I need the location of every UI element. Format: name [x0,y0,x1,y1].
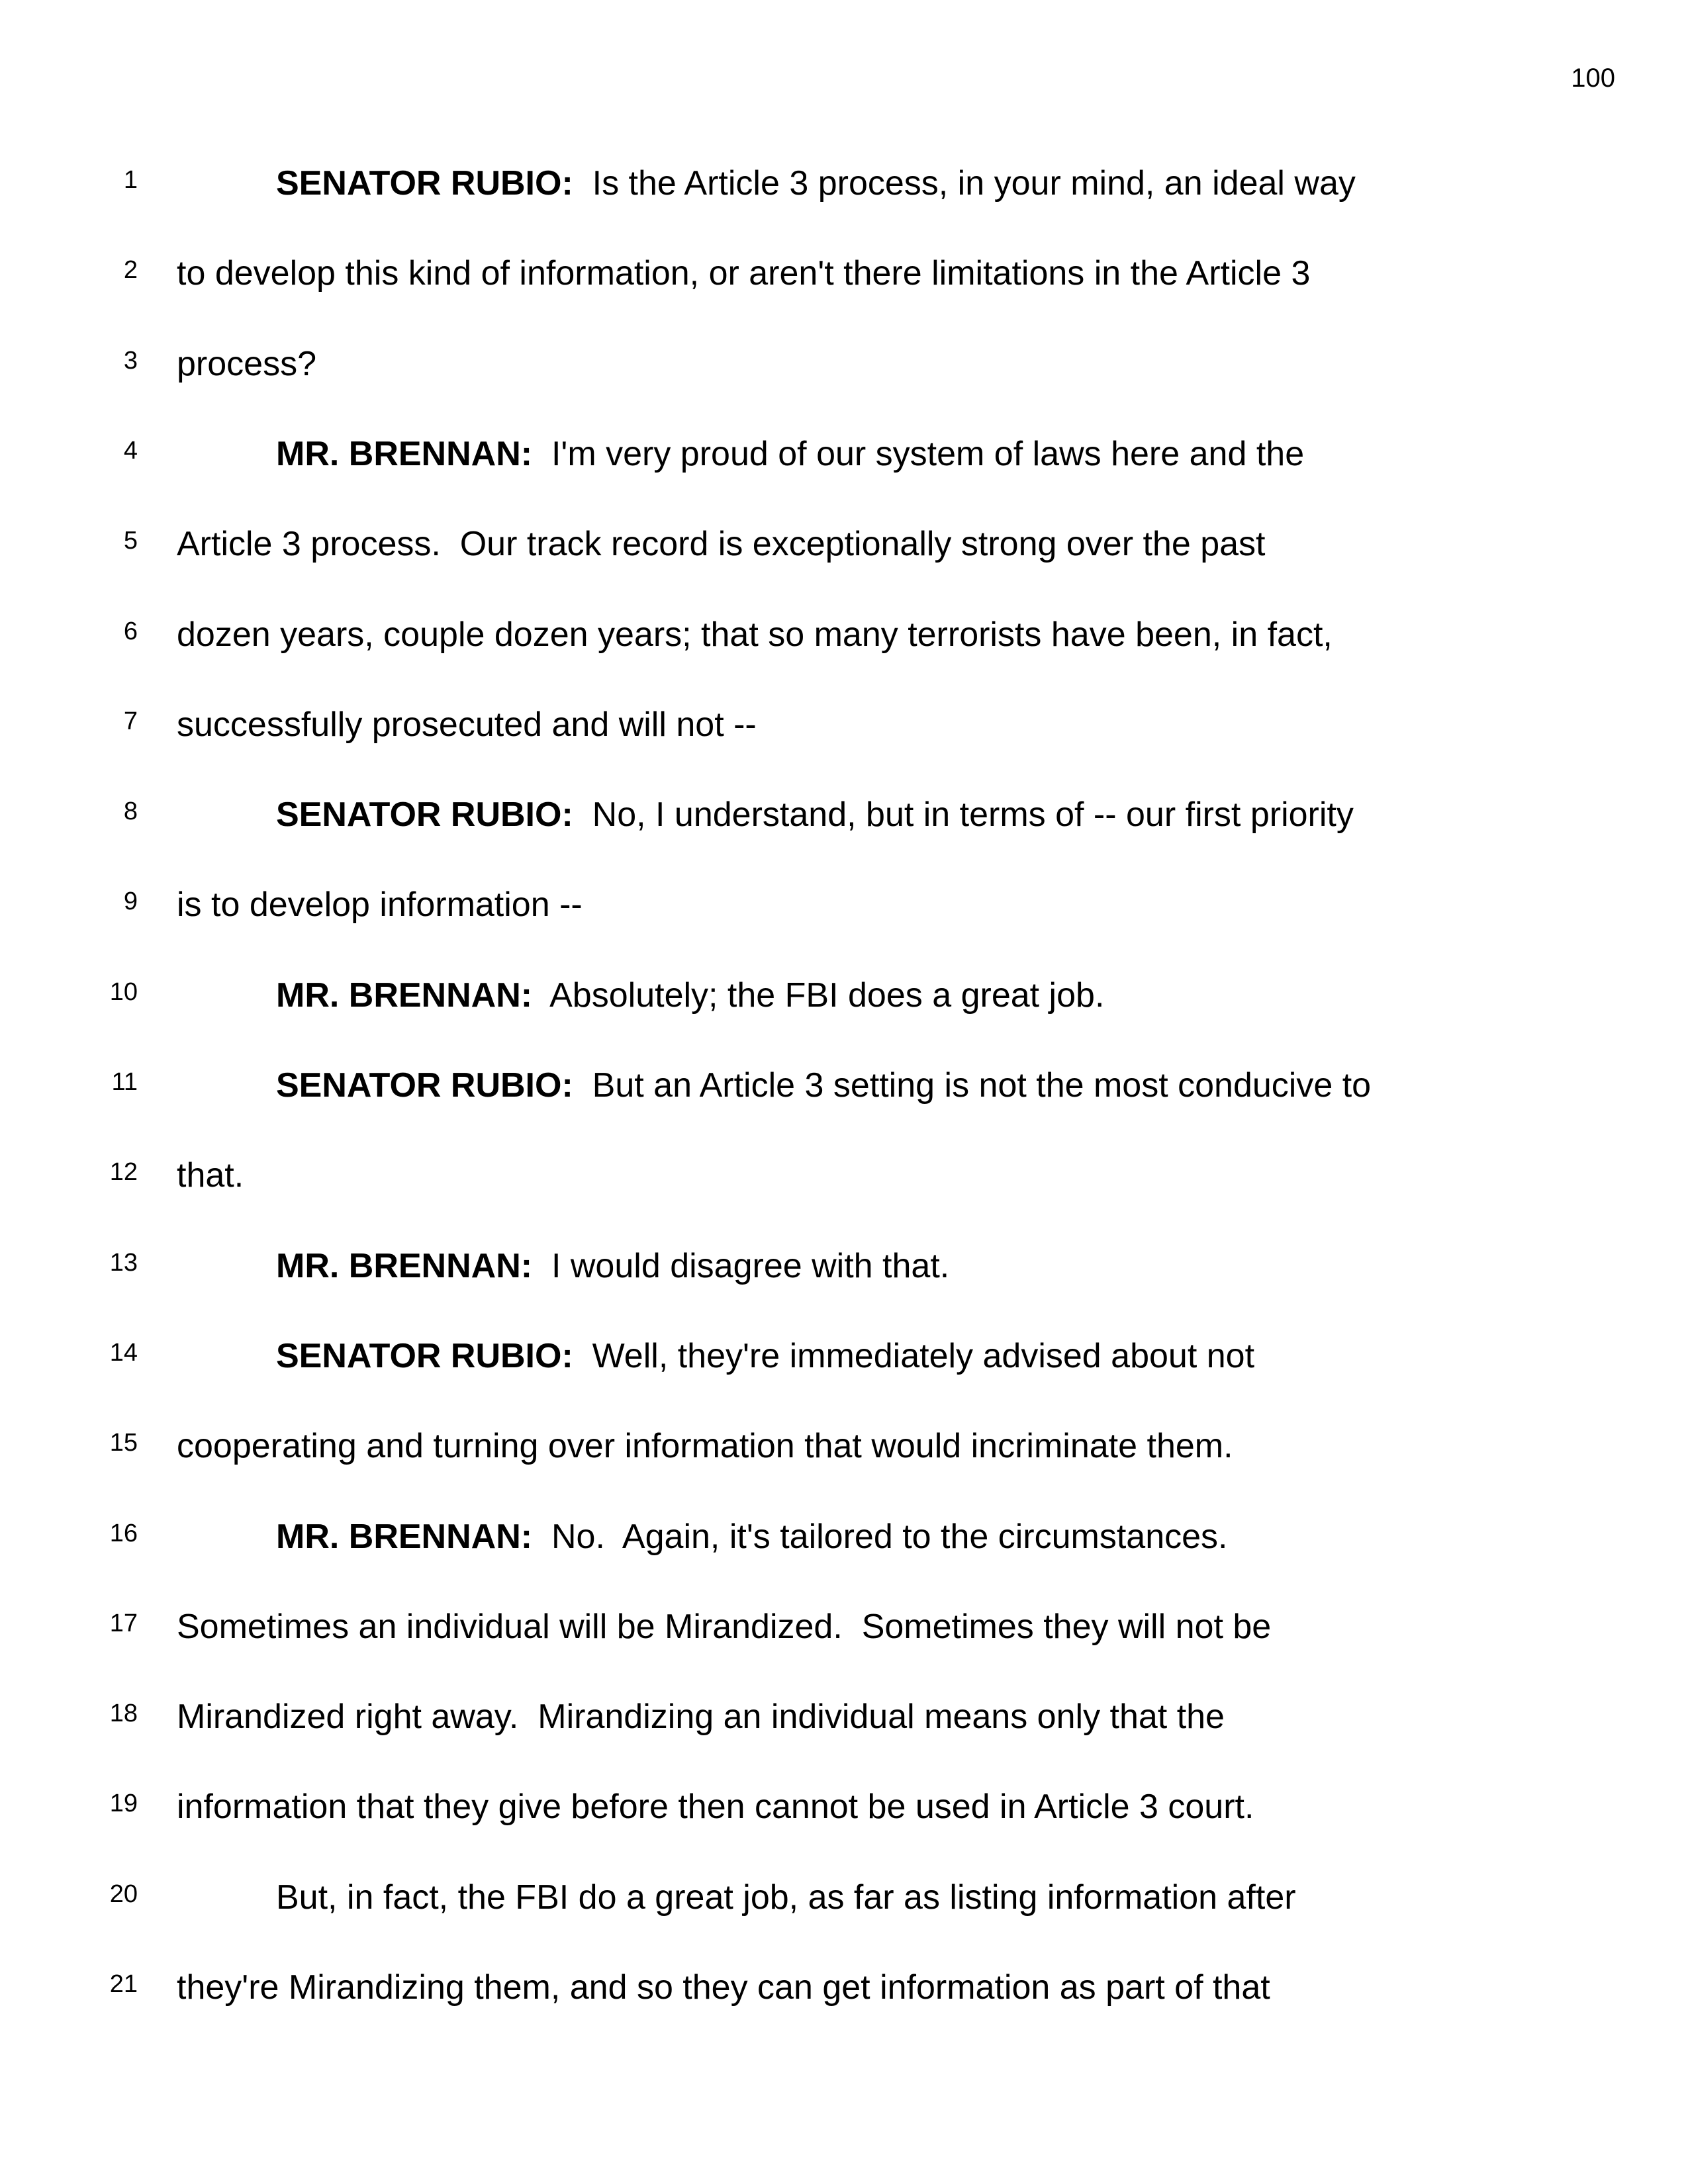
line-text [177,878,583,931]
line-number: 11 [111,1068,138,1096]
line-text [177,698,757,751]
line-text [177,247,1310,300]
spoken-text: is to develop information -- [177,886,583,925]
line-number: 5 [123,527,138,555]
line-number: 3 [123,346,138,375]
line-text [177,1420,1233,1473]
transcript-line [0,157,1688,210]
transcript-line [0,1780,1688,1833]
line-text [276,969,1104,1022]
line-number: 1 [123,166,138,194]
page-number: 100 [1571,64,1615,93]
transcript-line [0,788,1688,841]
line-text [276,788,1354,841]
spoken-text: I would disagree with that. [532,1246,950,1285]
speaker-name: MR. BRENNAN: [276,1517,533,1556]
line-text [276,157,1356,210]
line-text [276,1240,949,1293]
line-number: 18 [109,1700,138,1728]
line-text [177,1690,1225,1743]
line-number: 2 [123,256,138,285]
line-text [177,518,1265,570]
transcript-line [0,1330,1688,1383]
transcript-line [0,247,1688,300]
line-text [177,338,316,390]
speaker-name: SENATOR RUBIO: [276,1066,573,1105]
speaker-name: MR. BRENNAN: [276,434,533,473]
spoken-text: dozen years, couple dozen years; that so many terrorists have been, in fact, [177,615,1333,654]
spoken-text: But an Article 3 setting is not the most conducive to [573,1066,1372,1105]
transcript-line [0,518,1688,570]
spoken-text: Article 3 process. Our track record is exceptionally strong over the past [177,525,1266,564]
speaker-name: SENATOR RUBIO: [276,164,573,203]
speaker-name: SENATOR RUBIO: [276,1336,573,1375]
speaker-name: SENATOR RUBIO: [276,796,573,835]
line-number: 21 [109,1970,138,1998]
transcript-line [0,1510,1688,1563]
line-text [177,1600,1271,1653]
line-number: 4 [123,436,138,465]
spoken-text: Mirandized right away. Mirandizing an individual means only that the [177,1698,1225,1737]
spoken-text: Sometimes an individual will be Mirandized. Sometimes they will not be [177,1607,1272,1646]
line-text [276,1330,1254,1383]
line-number: 19 [109,1790,138,1818]
line-text [276,428,1304,480]
line-number: 13 [109,1248,138,1277]
spoken-text: they're Mirandizing them, and so they can get information as part of that [177,1968,1270,2007]
line-text [276,1871,1296,1924]
spoken-text: cooperating and turning over information that would incriminate them. [177,1427,1233,1466]
line-text [276,1059,1371,1112]
spoken-text: No, I understand, but in terms of -- our first priority [573,796,1354,835]
spoken-text: successfully prosecuted and will not -- [177,705,757,744]
spoken-text: Absolutely; the FBI does a great job. [532,976,1105,1015]
transcript-line [0,1871,1688,1924]
line-number: 16 [109,1519,138,1547]
transcript-line [0,1961,1688,2014]
spoken-text: process? [177,344,316,383]
spoken-text: But, in fact, the FBI do a great job, as far as listing information after [276,1878,1296,1917]
line-number: 8 [123,797,138,826]
spoken-text: Well, they're immediately advised about not [573,1336,1255,1375]
spoken-text: that. [177,1156,244,1195]
line-text [177,1961,1270,2014]
transcript-line [0,1240,1688,1293]
speaker-name: MR. BRENNAN: [276,1246,533,1285]
transcript-line [0,878,1688,931]
line-text [177,1780,1254,1833]
transcript-line [0,1149,1688,1202]
line-text [276,1510,1228,1563]
spoken-text: to develop this kind of information, or aren't there limitations in the Article 3 [177,254,1311,293]
line-number: 20 [109,1880,138,1908]
line-text [177,1149,244,1202]
line-number: 7 [123,707,138,735]
transcript-line [0,698,1688,751]
line-number: 12 [109,1158,138,1187]
line-number: 6 [123,617,138,645]
line-number: 17 [109,1609,138,1637]
line-number: 15 [109,1429,138,1457]
transcript-line [0,1420,1688,1473]
line-number: 9 [123,887,138,916]
spoken-text: No. Again, it's tailored to the circumstances. [532,1517,1228,1556]
line-number: 14 [109,1338,138,1367]
transcript-line [0,1600,1688,1653]
line-number: 10 [109,978,138,1006]
transcript-line [0,608,1688,661]
spoken-text: information that they give before then cannot be used in Article 3 court. [177,1788,1254,1827]
transcript-line [0,1059,1688,1112]
transcript-line [0,428,1688,480]
line-text [177,608,1333,661]
speaker-name: MR. BRENNAN: [276,976,533,1015]
transcript-line [0,338,1688,390]
transcript-line [0,1690,1688,1743]
transcript-line [0,969,1688,1022]
spoken-text: I'm very proud of our system of laws here and the [532,434,1305,473]
spoken-text: Is the Article 3 process, in your mind, an ideal way [573,164,1356,203]
